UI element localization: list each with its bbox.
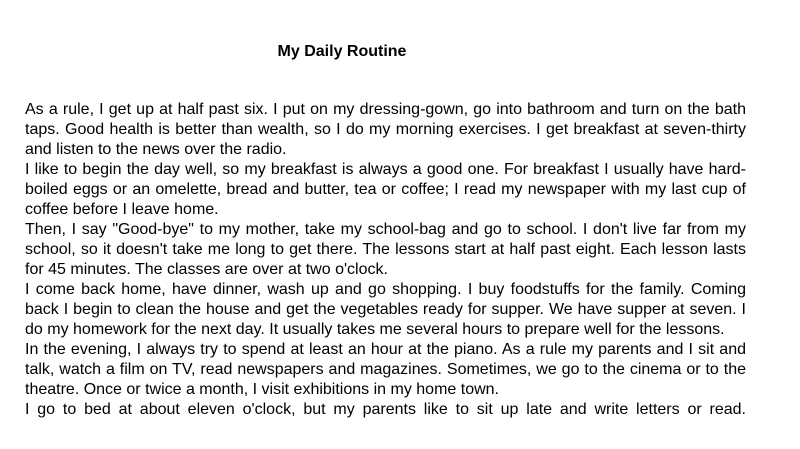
paragraph-breakfast: I like to begin the day well, so my breakfast is always a good one. For breakfast I usually have hard-boiled eggs or an omelette, bread and butter, tea or coffee; I read my newspaper with my last cup of coffee before I leave home. [25,161,746,218]
paragraph-morning: As a rule, I get up at half past six. I put on my dressing-gown, go into bathroom and turn on the bath taps. Good health is better than wealth, so I do my morning exercises. I get breakfast at seven-thirty and listen to the news over the radio. [25,101,746,158]
paragraph-evening: In the evening, I always try to spend at least an hour at the piano. As a rule my parents and I sit and talk, watch a film on TV, read newspapers and magazines. Sometimes, we go to the cinema or to the theatre. Once or twice a month, I visit exhibitions in my home town. [25,341,746,398]
paragraph-school: Then, I say "Good-bye" to my mother, take my school-bag and go to school. I don't live far from my school, so it doesn't take me long to get there. The lessons start at half past eight. Each lesson lasts for 45 minutes. The classes are over at two o'clock. [25,221,746,278]
document-title: My Daily Routine [277,43,407,60]
paragraph-afternoon: I come back home, have dinner, wash up and go shopping. I buy foodstuffs for the family. Coming back I begin to clean the house and get the vegetables ready for supper. We have supper at seven. I do my homework for the next day. It usually takes me several hours to prepare well for the lessons. [25,281,746,338]
paragraph-bedtime: I go to bed at about eleven o'clock, but my parents like to sit up late and write letters or read. [25,401,746,418]
document-body [25,100,746,420]
